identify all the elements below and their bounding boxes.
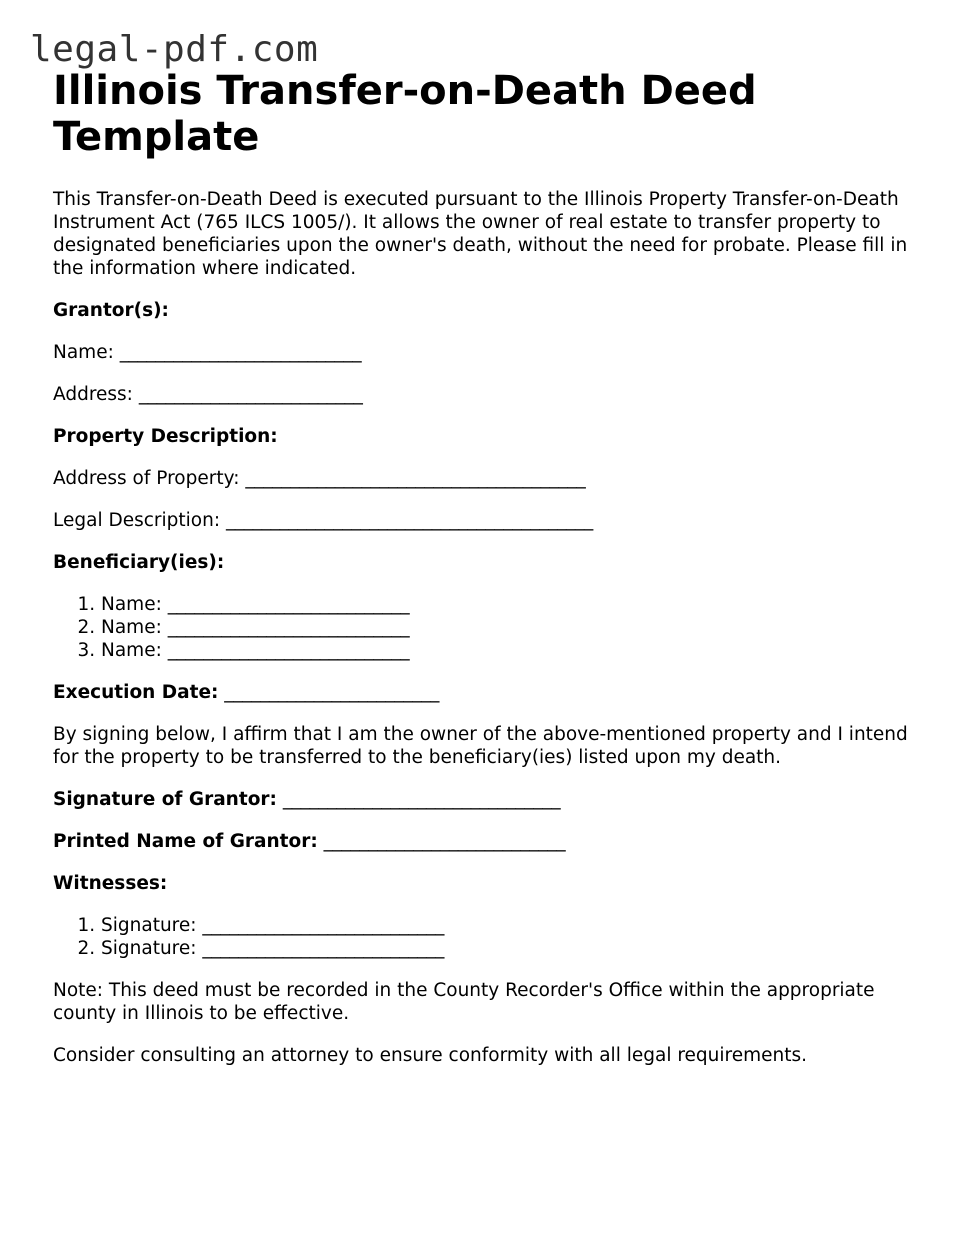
watermark-logo: legal-pdf.com — [30, 29, 319, 70]
beneficiaries-heading: Beneficiary(ies): — [53, 552, 225, 573]
list-item — [101, 616, 923, 639]
witness-signature-label: Signature: — [101, 915, 197, 936]
signature-blank[interactable]: _______________________________ — [282, 789, 561, 810]
witness-signature-label: Signature: — [101, 938, 197, 959]
signature-label: Signature of Grantor: — [53, 789, 277, 810]
printed-name-field — [53, 830, 923, 853]
execution-date-label: Execution Date: — [53, 682, 219, 703]
grantor-name-label: Name: — [53, 342, 114, 363]
execution-date-blank[interactable]: ________________________ — [224, 682, 440, 703]
list-item — [101, 639, 923, 662]
witnesses-heading: Witnesses: — [53, 873, 168, 894]
intro-paragraph: This Transfer-on-Death Deed is executed pursuant to the Illinois Property Transfer-on-Death Instrument Act (765 ILCS 1005/). It allows the owner of real estate to transfer property to designated beneficiaries upon the owner's death, without the need for probate. Please fill in the information where indicated. — [53, 189, 908, 279]
list-item — [101, 937, 923, 960]
beneficiary-name-blank[interactable]: ___________________________ — [167, 617, 410, 638]
beneficiary-name-label: Name: — [101, 594, 162, 615]
property-address-blank[interactable]: ______________________________________ — [245, 468, 586, 489]
advice-paragraph: Consider consulting an attorney to ensure conformity with all legal requirements. — [53, 1045, 808, 1066]
grantor-heading: Grantor(s): — [53, 300, 169, 321]
note-paragraph: Note: This deed must be recorded in the County Recorder's Office within the appropriate county in Illinois to be effective. — [53, 980, 875, 1024]
list-item — [101, 914, 923, 937]
grantor-address-label: Address: — [53, 384, 133, 405]
printed-name-blank[interactable]: ___________________________ — [323, 831, 566, 852]
witness-signature-blank[interactable]: ___________________________ — [202, 915, 445, 936]
property-legal-field — [53, 509, 923, 532]
property-legal-label: Legal Description: — [53, 510, 221, 531]
witnesses-list — [53, 914, 923, 960]
grantor-name-blank[interactable]: ___________________________ — [119, 342, 362, 363]
property-address-label: Address of Property: — [53, 468, 240, 489]
beneficiary-name-label: Name: — [101, 617, 162, 638]
document-body — [53, 68, 923, 1067]
execution-date-field — [53, 681, 923, 704]
beneficiary-name-label: Name: — [101, 640, 162, 661]
beneficiaries-list — [53, 593, 923, 662]
grantor-address-field — [53, 383, 923, 406]
grantor-address-blank[interactable]: _________________________ — [138, 384, 363, 405]
witness-signature-blank[interactable]: ___________________________ — [202, 938, 445, 959]
property-address-field — [53, 467, 923, 490]
signature-field — [53, 788, 923, 811]
document-title: Illinois Transfer-on-Death Deed Template — [53, 68, 757, 160]
printed-name-label: Printed Name of Grantor: — [53, 831, 318, 852]
property-heading: Property Description: — [53, 426, 278, 447]
grantor-name-field — [53, 341, 923, 364]
list-item — [101, 593, 923, 616]
beneficiary-name-blank[interactable]: ___________________________ — [167, 640, 410, 661]
affirmation-paragraph: By signing below, I affirm that I am the owner of the above-mentioned property and I intend for the property to be transferred to the beneficiary(ies) listed upon my death. — [53, 724, 908, 768]
beneficiary-name-blank[interactable]: ___________________________ — [167, 594, 410, 615]
property-legal-blank[interactable]: _________________________________________ — [225, 510, 593, 531]
